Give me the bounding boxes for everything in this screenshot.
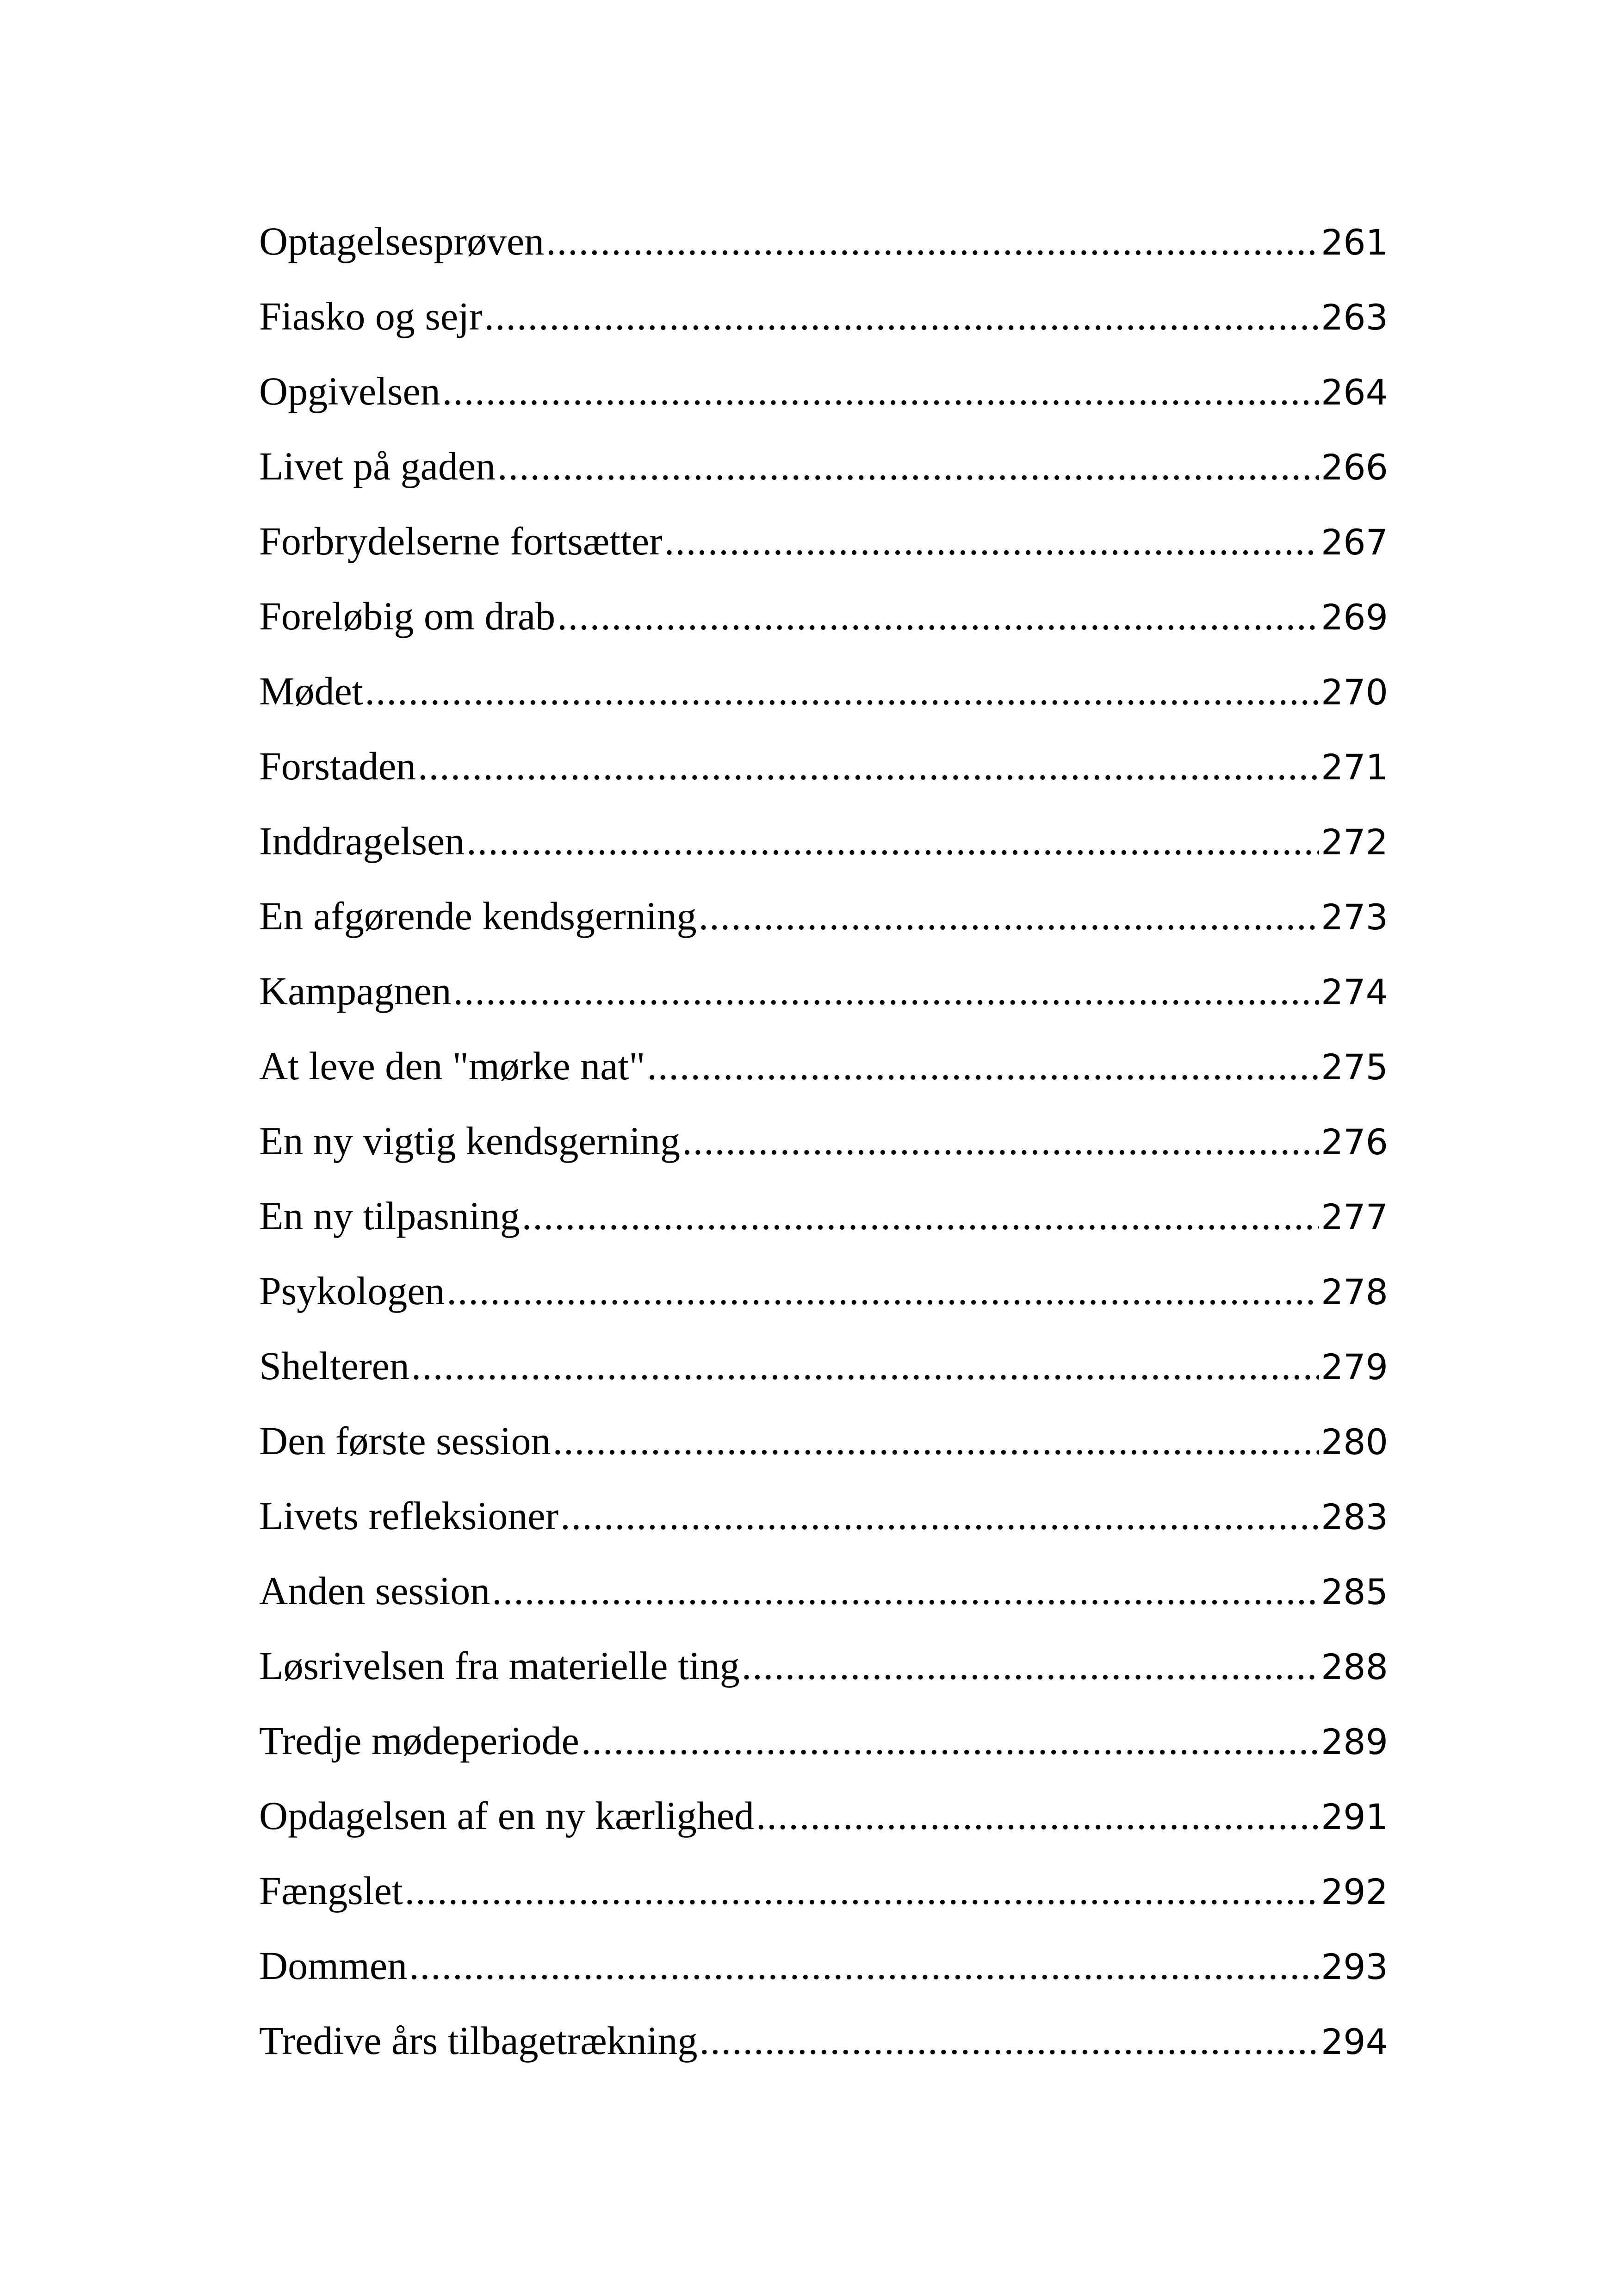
toc-entry-page: 283 (1320, 1496, 1388, 1537)
toc-entry[interactable] (259, 1853, 1388, 1928)
toc-entry-title: Mødet (259, 669, 363, 713)
toc-entry[interactable] (259, 1478, 1388, 1553)
toc-entry[interactable] (259, 728, 1388, 803)
toc-entry[interactable] (259, 1028, 1388, 1103)
toc-entry-page: 291 (1320, 1796, 1388, 1837)
toc-entry[interactable] (259, 1178, 1388, 1253)
toc-entry-title: Foreløbig om drab (259, 594, 556, 638)
toc-entry-page: 294 (1320, 2021, 1388, 2062)
toc-dot-leader (453, 953, 1319, 1028)
toc-entry-page: 279 (1320, 1346, 1388, 1388)
toc-entry[interactable] (259, 1703, 1388, 1778)
toc-entry[interactable] (259, 429, 1388, 504)
toc-entry[interactable] (259, 204, 1388, 279)
toc-entry[interactable] (259, 1628, 1388, 1703)
toc-entry-title: Opgivelsen (259, 369, 440, 413)
toc-entry[interactable] (259, 279, 1388, 354)
toc-entry-page: 264 (1320, 372, 1388, 413)
toc-dot-leader (466, 803, 1319, 878)
toc-entry-title: Tredive års tilbagetrækning (259, 2018, 698, 2063)
toc-dot-leader (484, 279, 1319, 354)
toc-entry-title: Fiasko og sejr (259, 294, 483, 338)
toc-entry-title: Forbrydelserne fortsætter (259, 519, 663, 563)
toc-entry-page: 293 (1320, 1946, 1388, 1987)
toc-dot-leader (409, 1928, 1319, 2003)
toc-dot-leader (405, 1853, 1319, 1928)
toc-entry-title: Livet på gaden (259, 444, 496, 488)
toc-dot-leader (442, 354, 1319, 429)
toc-dot-leader (546, 204, 1319, 279)
toc-entry-title: Kampagnen (259, 969, 452, 1013)
toc-entry[interactable] (259, 579, 1388, 653)
toc-entry[interactable] (259, 1403, 1388, 1478)
toc-entry-title: At leve den "mørke nat" (259, 1044, 645, 1088)
toc-dot-leader (560, 1478, 1319, 1553)
toc-entry-title: Dommen (259, 1943, 408, 1988)
toc-entry[interactable] (259, 653, 1388, 728)
toc-entry[interactable] (259, 803, 1388, 878)
toc-entry-page: 270 (1320, 672, 1388, 713)
toc-entry-title: En afgørende kendsgerning (259, 894, 697, 938)
toc-entry[interactable] (259, 354, 1388, 429)
toc-entry[interactable] (259, 504, 1388, 579)
toc-entry-page: 269 (1320, 597, 1388, 638)
toc-dot-leader (664, 504, 1319, 579)
toc-dot-leader (418, 728, 1319, 803)
toc-entry-page: 271 (1320, 747, 1388, 788)
toc-entry-page: 273 (1320, 896, 1388, 938)
toc-entry-page: 266 (1320, 447, 1388, 488)
toc-entry-title: Livets refleksioner (259, 1493, 559, 1538)
toc-entry-page: 278 (1320, 1271, 1388, 1313)
toc-entry-page: 275 (1320, 1046, 1388, 1088)
toc-entry[interactable] (259, 1778, 1388, 1853)
toc-entry-title: Tredje mødeperiode (259, 1718, 579, 1763)
toc-dot-leader (522, 1178, 1319, 1253)
toc-dot-leader (756, 1778, 1319, 1853)
toc-entry-page: 274 (1320, 971, 1388, 1013)
toc-dot-leader (557, 579, 1319, 653)
toc-entry-page: 272 (1320, 821, 1388, 863)
toc-dot-leader (699, 2003, 1319, 2078)
toc-entry-page: 285 (1320, 1571, 1388, 1612)
toc-entry-title: Løsrivelsen fra materielle ting (259, 1643, 740, 1688)
toc-entry-title: Opdagelsen af en ny kærlighed (259, 1793, 754, 1838)
toc-entry[interactable] (259, 1553, 1388, 1628)
toc-entry-title: En ny vigtig kendsgerning (259, 1119, 681, 1163)
toc-entry[interactable] (259, 1928, 1388, 2003)
toc-entry-page: 276 (1320, 1121, 1388, 1163)
toc-dot-leader (411, 1328, 1319, 1403)
toc-dot-leader (581, 1703, 1319, 1778)
toc-dot-leader (682, 1103, 1319, 1178)
toc-entry-page: 277 (1320, 1196, 1388, 1238)
toc-entry-page: 263 (1320, 297, 1388, 338)
toc-dot-leader (647, 1028, 1319, 1103)
toc-entry-title: Shelteren (259, 1344, 409, 1388)
toc-entry-page: 292 (1320, 1871, 1388, 1912)
toc-entry[interactable] (259, 878, 1388, 953)
toc-dot-leader (492, 1553, 1319, 1628)
toc-entry-title: Den første session (259, 1419, 551, 1463)
toc-entry[interactable] (259, 953, 1388, 1028)
toc-entry[interactable] (259, 2003, 1388, 2078)
toc-entry-title: Forstaden (259, 744, 416, 788)
toc-entry-page: 280 (1320, 1421, 1388, 1462)
toc-entry-title: En ny tilpasning (259, 1194, 520, 1238)
toc-dot-leader (365, 653, 1319, 728)
toc-entry-page: 288 (1320, 1646, 1388, 1687)
toc-entry[interactable] (259, 1103, 1388, 1178)
toc-entry[interactable] (259, 1328, 1388, 1403)
toc-dot-leader (497, 429, 1319, 504)
table-of-contents (259, 204, 1388, 2078)
toc-entry-title: Optagelsesprøven (259, 219, 545, 263)
toc-entry-title: Fængslet (259, 1868, 403, 1913)
toc-entry-title: Inddragelsen (259, 819, 465, 863)
toc-entry-page: 289 (1320, 1721, 1388, 1762)
toc-entry-title: Psykologen (259, 1269, 445, 1313)
toc-entry-title: Anden session (259, 1568, 490, 1613)
toc-entry-page: 267 (1320, 522, 1388, 563)
toc-entry[interactable] (259, 1253, 1388, 1328)
toc-dot-leader (446, 1253, 1319, 1328)
toc-dot-leader (742, 1628, 1319, 1703)
toc-entry-page: 261 (1320, 222, 1388, 263)
toc-dot-leader (553, 1403, 1319, 1478)
toc-dot-leader (699, 878, 1319, 953)
